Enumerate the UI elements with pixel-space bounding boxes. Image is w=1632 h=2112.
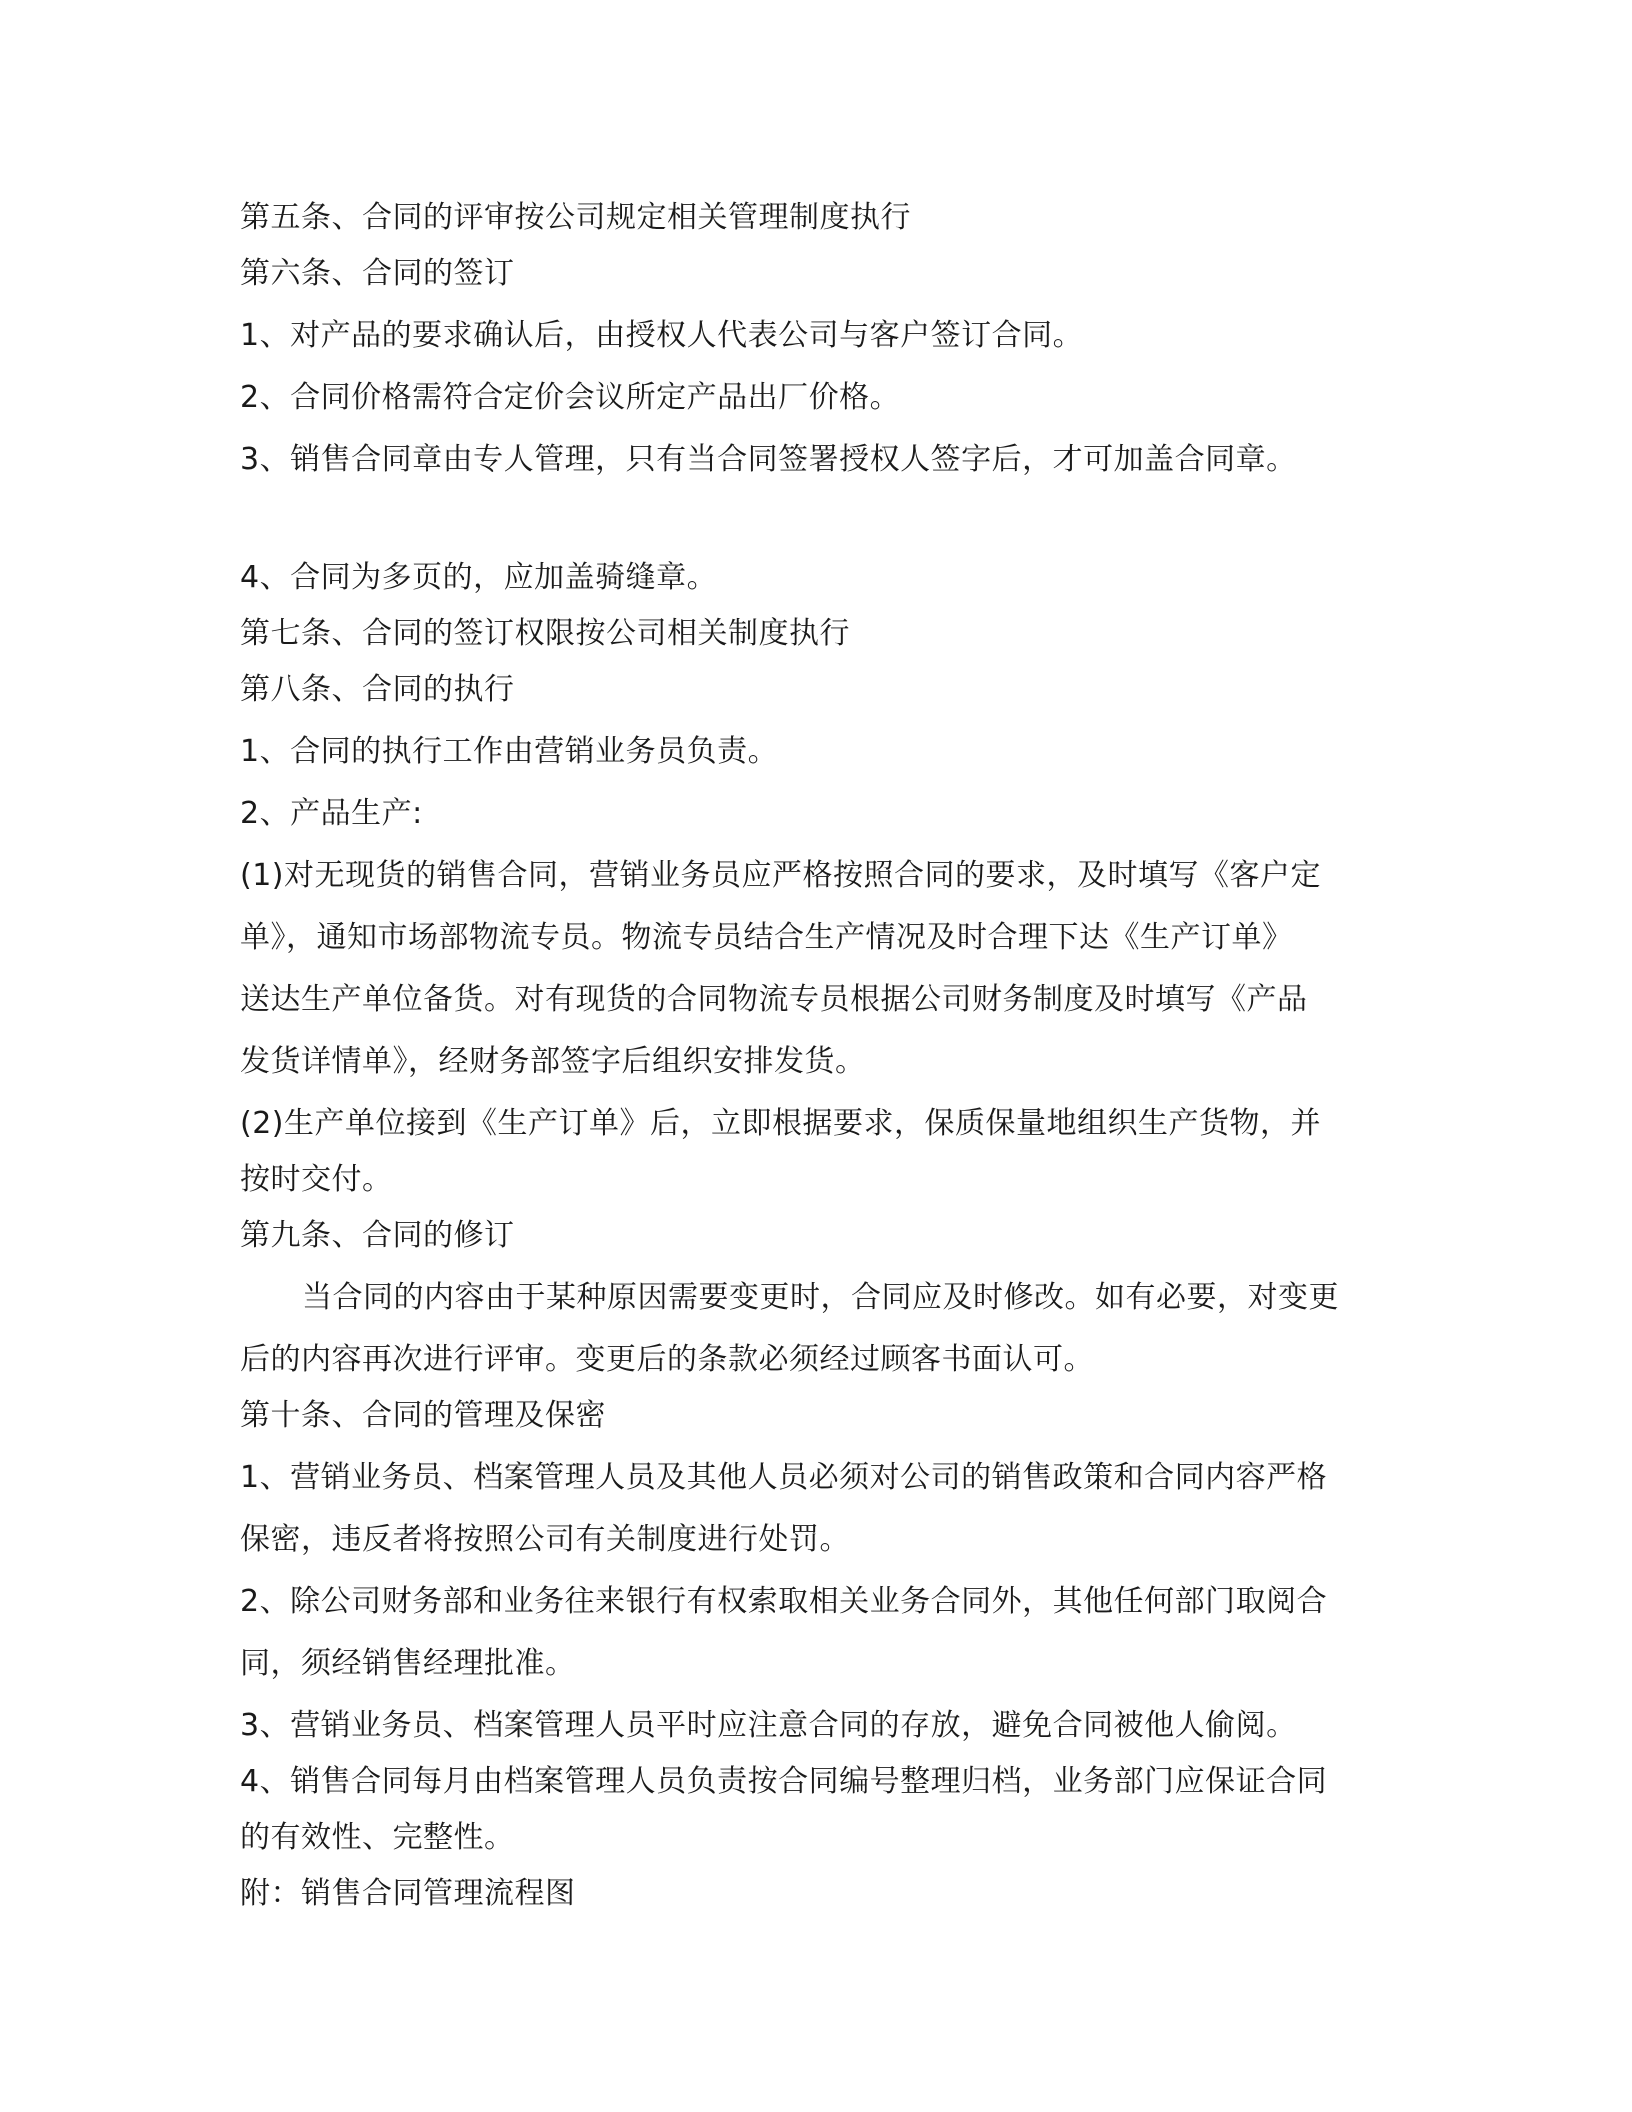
blank-gap xyxy=(240,488,1400,544)
article-6-item-1: 1、对产品的要求确认后，由授权人代表公司与客户签订合同。 xyxy=(240,318,1084,353)
article-8-sub-1-line-3: 送达生产单位备货。对有现货的合同物流专员根据公司财务制度及时填写《产品 xyxy=(240,982,1308,1017)
article-9-para-line-2: 后的内容再次进行评审。变更后的条款必须经过顾客书面认可。 xyxy=(240,1342,1094,1377)
article-8-item-1: 1、合同的执行工作由营销业务员负责。 xyxy=(240,734,779,769)
article-6-item-2: 2、合同价格需符合定价会议所定产品出厂价格。 xyxy=(240,380,901,415)
article-5-heading: 第五条、合同的评审按公司规定相关管理制度执行 xyxy=(240,200,911,235)
document-body xyxy=(240,190,1400,1922)
article-10-item-1-line-1: 1、营销业务员、档案管理人员及其他人员必须对公司的销售政策和合同内容严格 xyxy=(240,1460,1328,1495)
appendix-note: 附：销售合同管理流程图 xyxy=(240,1876,576,1911)
article-6-item-3: 3、销售合同章由专人管理，只有当合同签署授权人签字后，才可加盖合同章。 xyxy=(240,442,1297,477)
article-8-sub-1-line-4: 发货详情单》，经财务部签字后组织安排发货。 xyxy=(240,1044,866,1079)
article-10-item-4-line-2: 的有效性、完整性。 xyxy=(240,1820,515,1855)
article-9-para-line-1: 当合同的内容由于某种原因需要变更时，合同应及时修改。如有必要，对变更 xyxy=(302,1280,1339,1315)
article-9-heading: 第九条、合同的修订 xyxy=(240,1218,515,1253)
article-6-item-4: 4、合同为多页的，应加盖骑缝章。 xyxy=(240,560,718,595)
article-10-item-1-line-2: 保密，违反者将按照公司有关制度进行处罚。 xyxy=(240,1522,850,1557)
article-10-item-4-line-1: 4、销售合同每月由档案管理人员负责按合同编号整理归档，业务部门应保证合同 xyxy=(240,1764,1328,1799)
article-10-item-2-line-2: 同，须经销售经理批准。 xyxy=(240,1646,576,1681)
article-8-sub-1-line-1: (1)对无现货的销售合同，营销业务员应严格按照合同的要求，及时填写《客户定 xyxy=(240,858,1321,893)
article-7-heading: 第七条、合同的签订权限按公司相关制度执行 xyxy=(240,616,850,651)
article-10-item-3: 3、营销业务员、档案管理人员平时应注意合同的存放，避免合同被他人偷阅。 xyxy=(240,1708,1297,1743)
article-6-heading: 第六条、合同的签订 xyxy=(240,256,515,291)
article-8-heading: 第八条、合同的执行 xyxy=(240,672,515,707)
article-8-item-2: 2、产品生产: xyxy=(240,796,423,831)
article-8-sub-1-line-2: 单》，通知市场部物流专员。物流专员结合生产情况及时合理下达《生产订单》 xyxy=(240,920,1293,955)
article-10-heading: 第十条、合同的管理及保密 xyxy=(240,1398,606,1433)
article-8-sub-2-line-1: (2)生产单位接到《生产订单》后，立即根据要求，保质保量地组织生产货物，并 xyxy=(240,1106,1321,1141)
article-8-sub-2-line-2: 按时交付。 xyxy=(240,1162,393,1197)
article-10-item-2-line-1: 2、除公司财务部和业务往来银行有权索取相关业务合同外，其他任何部门取阅合 xyxy=(240,1584,1328,1619)
